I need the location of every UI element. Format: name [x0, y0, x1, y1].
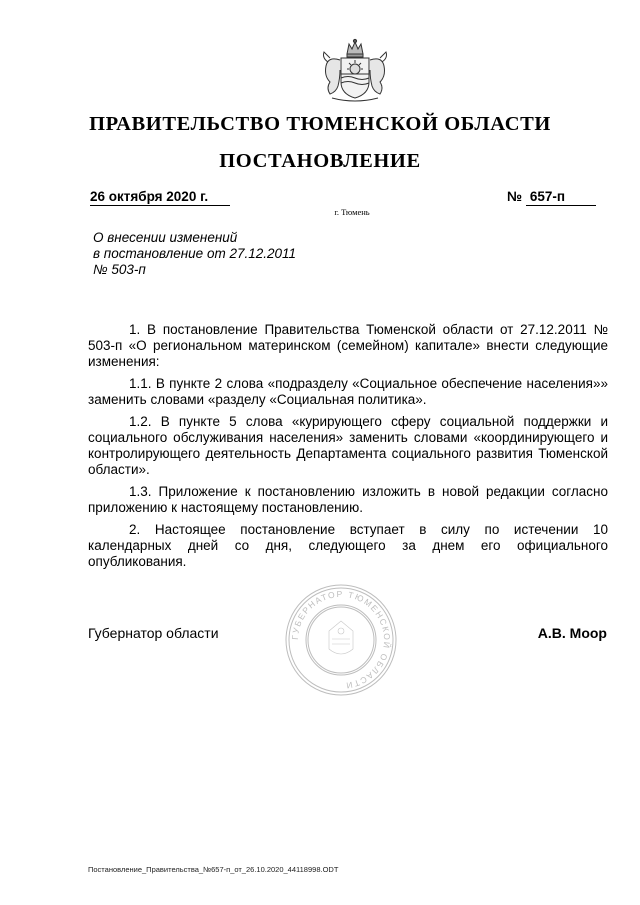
svg-text:ГУБЕРНАТОР ТЮМЕНСКОЙ ОБЛАСТИ: [290, 589, 393, 691]
official-seal-icon: [284, 583, 398, 697]
subject-line: в постановление от 27.12.2011: [93, 246, 297, 261]
subject-line: № 503-п: [93, 262, 146, 277]
document-date: 26 октября 2020 г.: [90, 189, 230, 206]
body-paragraph: 1.3. Приложение к постановлению изложить в новой редакции согласно приложению к настоящему постановлению.: [88, 484, 608, 515]
organization-title: ПРАВИТЕЛЬСТВО ТЮМЕНСКОЙ ОБЛАСТИ: [89, 113, 551, 135]
document-number: 657-п: [526, 189, 596, 206]
body-paragraph: 2. Настоящее постановление вступает в силу по истечении 10 календарных дней со дня, следующего за днем его официального опубликования.: [88, 522, 608, 569]
document-type-title: ПОСТАНОВЛЕНИЕ: [219, 150, 421, 172]
document-number-field: [507, 189, 596, 206]
signatory-name: А.В. Моор: [537, 625, 607, 641]
tyumen-region-coat-of-arms-icon: [314, 38, 396, 104]
number-sign: №: [507, 189, 523, 204]
signatory-position: Губернатор области: [88, 625, 219, 641]
document-body: [88, 322, 608, 576]
body-paragraph: 1.1. В пункте 2 слова «подразделу «Социальное обеспечение населения»» заменить словами «разделу «Социальная политика».: [88, 376, 608, 407]
footer-filename: Постановление_Правительства_№657-п_от_26.10.2020_44118998.ODT: [88, 865, 339, 874]
seal-text: ГУБЕРНАТОР ТЮМЕНСКОЙ ОБЛАСТИ: [289, 588, 393, 691]
body-paragraph: 1.2. В пункте 5 слова «курирующего сферу социальной поддержки и социального обслуживания населения» заменить словами «координирующего и контролирующего деятельность Департамента социального развития Тюменской области».: [88, 414, 608, 477]
document-subject: [93, 230, 393, 278]
body-paragraph: 1. В постановление Правительства Тюменской области от 27.12.2011 № 503-п «О региональном материнском (семейном) капитале» внести следующие изменения:: [88, 322, 608, 369]
subject-line: О внесении изменений: [93, 230, 238, 245]
city-label: г. Тюмень: [334, 207, 370, 217]
